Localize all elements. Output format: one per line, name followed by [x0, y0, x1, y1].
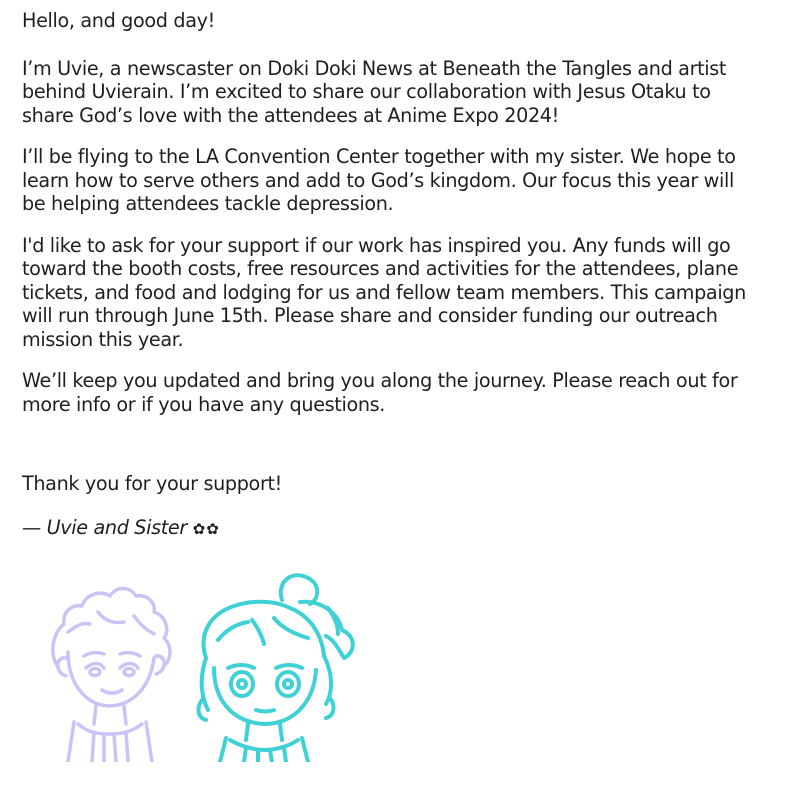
paragraph-updates: We’ll keep you updated and bring you along the journey. Please reach out for more info or if you have any questions. [22, 369, 738, 416]
letter-body [22, 9, 762, 541]
characters-illustration [38, 572, 368, 762]
girl-character-sketch-icon [199, 575, 353, 762]
flower-icon: ✿✿ [192, 519, 220, 538]
paragraph-support: I'd like to ask for your support if our work has inspired you. Any funds will go toward the booth costs, free resources and activities for the attendees, plane tickets, and food and lodging for us and fellow team members. This campaign will run through June 15th. Please share and consider funding our outreach mission this year. [22, 233, 746, 351]
paragraph-travel: I’ll be flying to the LA Convention Center together with my sister. We hope to learn how to serve others and add to God’s kingdom. Our focus this year will be helping attendees tackle depression. [22, 145, 736, 215]
paragraph-intro: I’m Uvie, a newscaster on Doki Doki News at Beneath the Tangles and artist behind Uvierain. I’m excited to share our collaboration with Jesus Otaku to share God’s love with the attendees at Anime Expo 2024! [22, 56, 727, 127]
signature [22, 516, 762, 542]
thank-you-line: Thank you for your support! [22, 472, 282, 495]
signature-text: — Uvie and Sister [22, 515, 187, 539]
boy-character-sketch-icon [53, 589, 170, 763]
greeting: Hello, and good day! [22, 9, 215, 32]
